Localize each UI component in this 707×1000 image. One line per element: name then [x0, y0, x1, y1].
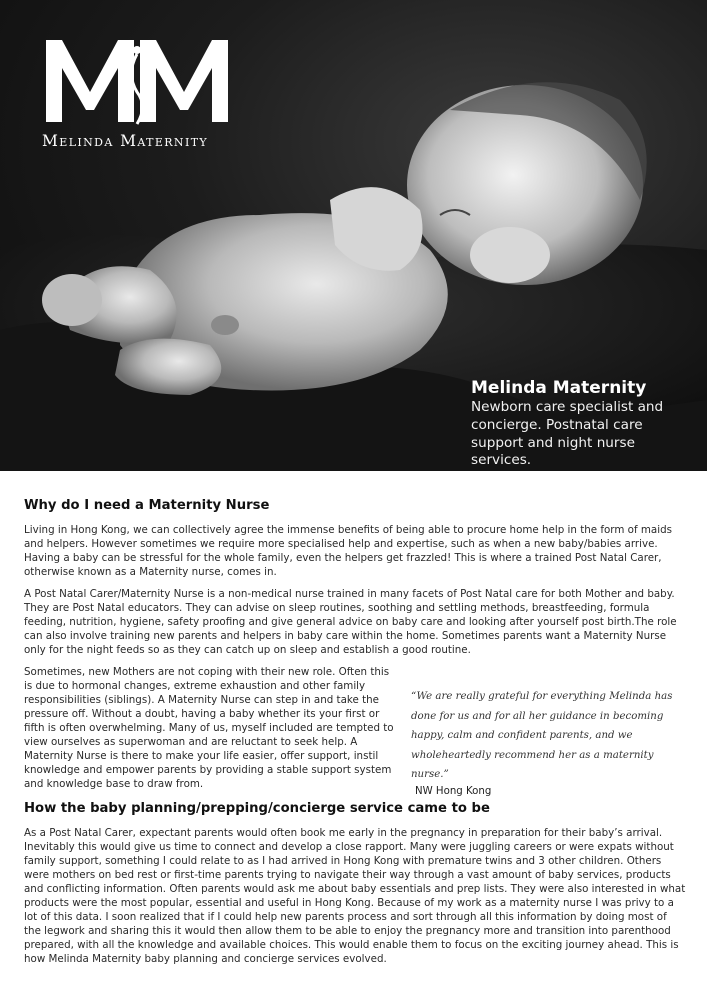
hero-banner — [0, 0, 707, 471]
paragraph: A Post Natal Carer/Maternity Nurse is a non-medical nurse trained in many facets of Post Natal care for both Mother and baby. They are Post Natal educators. They can advise on sleep routines, soothing and settling methods, breastfeeding, formula feeding, nutrition, hygiene, safety proofing and give general advice on baby care and looking after yourself post birth.The role can also involve training new parents and helpers in baby care within the home. Sometimes parents want a Maternity Nurse only for the night feeds so as they can catch up on sleep and establish a good routine. — [24, 588, 677, 656]
hero-title: Melinda Maternity — [471, 378, 647, 398]
paragraph: Sometimes, new Mothers are not coping with their new role. Often this is due to hormonal changes, extreme exhaustion and other family responsibilities (siblings). A Maternity Nurse can step in and take the pressure off. Without a doubt, having a baby whether its your first or fifth is often overwhelming. Many of us, myself included are tempted to view ourselves as superwoman and are reluctant to seek help. A Maternity Nurse is there to make your life easier, offer support, instil knowledge and empower parents by providing a stable support system and knowledge base to draw from. — [24, 666, 394, 790]
testimonial — [411, 687, 687, 798]
testimonial-quote: “We are really grateful for everything Melinda has done for us and for all her guidance in becoming happy, calm and confident parents, and we wholeheartedly recommend her as a maternity nurse.” — [411, 691, 673, 780]
testimonial-attribution: NW Hong Kong — [415, 785, 492, 797]
article-body — [24, 498, 686, 974]
brand-logo — [42, 34, 242, 150]
hero-description: Newborn care specialist and concierge. Postnatal care support and night nurse services. — [471, 399, 664, 469]
section-heading: How the baby planning/prepping/concierge service came to be — [24, 801, 490, 816]
brand-name: Melinda Maternity — [42, 132, 209, 150]
paragraph: As a Post Natal Carer, expectant parents would often book me early in the pregnancy in preparation for their baby’s arrival. Inevitably this would give us time to connect and develop a close rapport. Many were juggling careers or were expats without family support, something I could relate to as I had arrived in Hong Kong with premature twins and 3 other children. Others were mothers on bed rest or first-time parents trying to navigate their way through a vast amount of baby services, products and conflicting information. Often parents would ask me about baby essentials and prep lists. They were also interested in what products were the most popular, essential and useful in Hong Kong. Because of my work as a maternity nurse I was privy to a lot of this data. I soon realized that if I could help new parents process and sort through all this information by doing most of the legwork and sharing this it would then allow them to be able to enjoy the pregnancy more and transition into parenthood prepared, with all the knowledge and available choices. This would enable them to focus on the exciting journey ahead. This is how Melinda Maternity baby planning and concierge services evolved. — [24, 827, 686, 965]
mm-monogram-icon — [42, 34, 232, 126]
hero-caption — [471, 377, 691, 470]
paragraph: Living in Hong Kong, we can collectively agree the immense benefits of being able to procure home help in the form of maids and helpers. However sometimes we require more specialised help and expertise, such as when a new baby/babies arrive. Having a baby can be stressful for the whole family, even the helpers get frazzled! This is where a trained Post Natal Carer, otherwise known as a Maternity nurse, comes in. — [24, 524, 672, 578]
left-column — [24, 665, 396, 791]
section-heading: Why do I need a Maternity Nurse — [24, 498, 270, 513]
two-column-block — [24, 665, 686, 795]
